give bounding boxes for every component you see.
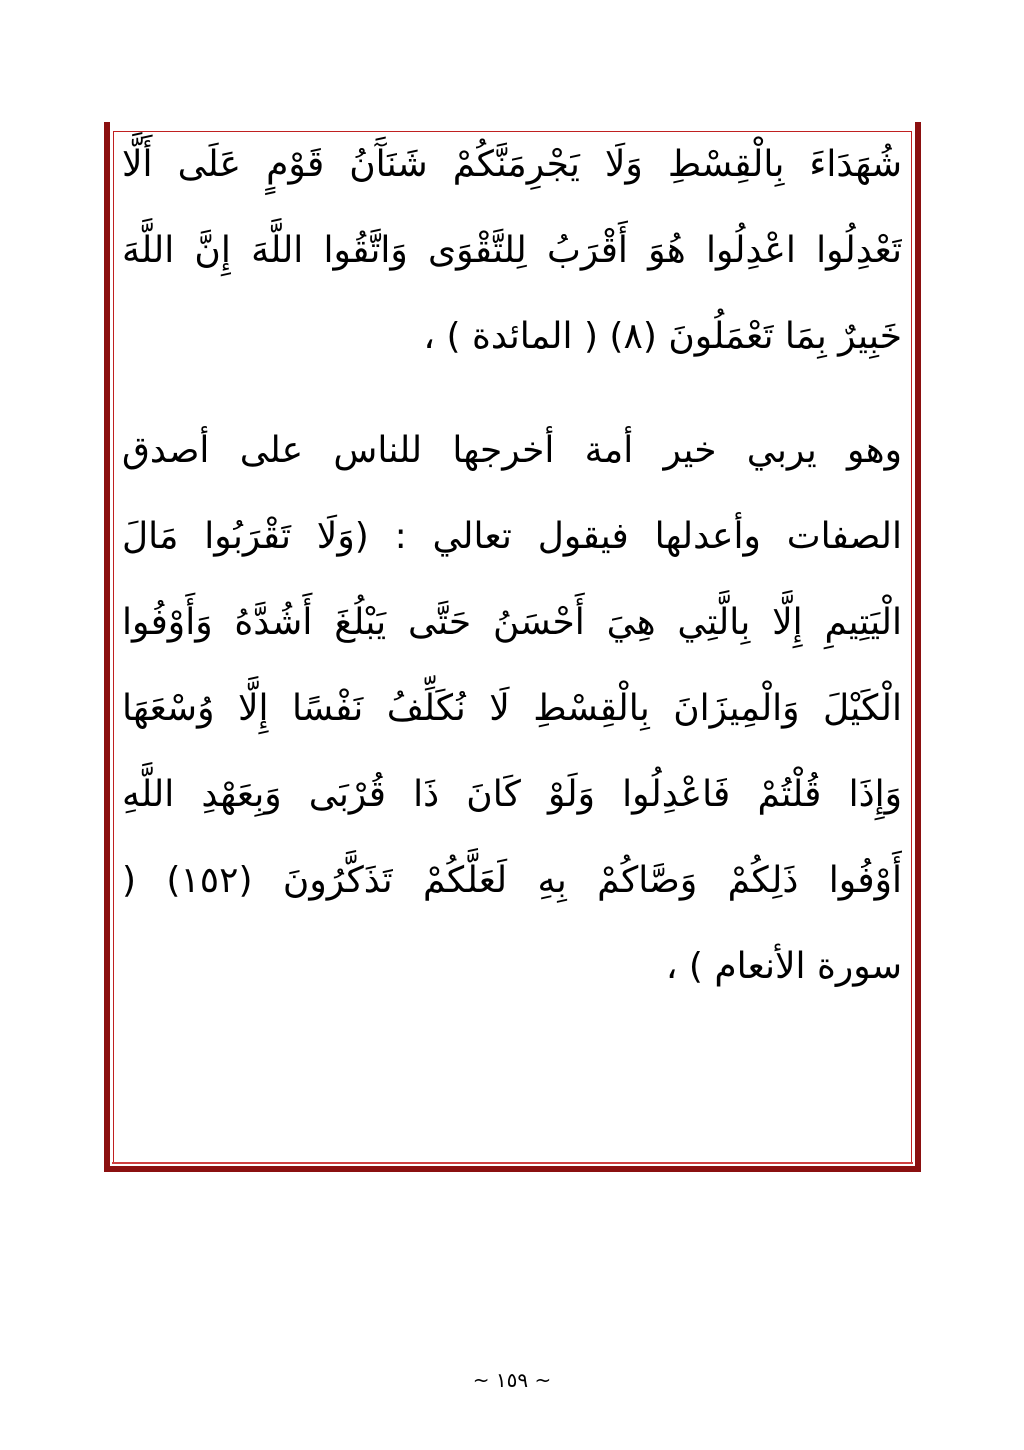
text-line: وَإِذَا قُلْتُمْ فَاعْدِلُوا وَلَوْ كَانَ ذَا قُرْبَى وَبِعَهْدِ اللَّهِ [122,774,902,815]
paragraph-gap [122,380,902,408]
text-line: الْكَيْلَ وَالْمِيزَانَ بِالْقِسْطِ لَا نُكَلِّفُ نَفْسًا إِلَّا وُسْعَهَا [122,688,902,729]
text-line: أَوْفُوا ذَلِكُمْ وَصَّاكُمْ بِهِ لَعَلَّكُمْ تَذَكَّرُونَ (١٥٢) ( [122,860,902,901]
text-line: شُهَدَاءَ بِالْقِسْطِ وَلَا يَجْرِمَنَّكُمْ شَنَآَنُ قَوْمٍ عَلَى أَلَّا [122,144,902,185]
text-line: الصفات وأعدلها فيقول تعالي : (وَلَا تَقْرَبُوا مَالَ [122,516,902,557]
text-line: خَبِيرٌ بِمَا تَعْمَلُونَ (٨) ( المائدة ) ، [423,316,902,357]
text-line: سورة الأنعام ) ، [665,946,902,987]
text-line: تَعْدِلُوا اعْدِلُوا هُوَ أَقْرَبُ لِلتَّقْوَى وَاتَّقُوا اللَّهَ إِنَّ اللَّهَ [122,230,902,271]
document-text [122,122,902,1010]
text-line: الْيَتِيمِ إِلَّا بِالَّتِي هِيَ أَحْسَنُ حَتَّى يَبْلُغَ أَشُدَّهُ وَأَوْفُوا [122,602,902,643]
page-number: ~ ١٥٩ ~ [472,1368,552,1392]
text-line: وهو يربي خير أمة أخرجها للناس على أصدق [122,430,902,471]
